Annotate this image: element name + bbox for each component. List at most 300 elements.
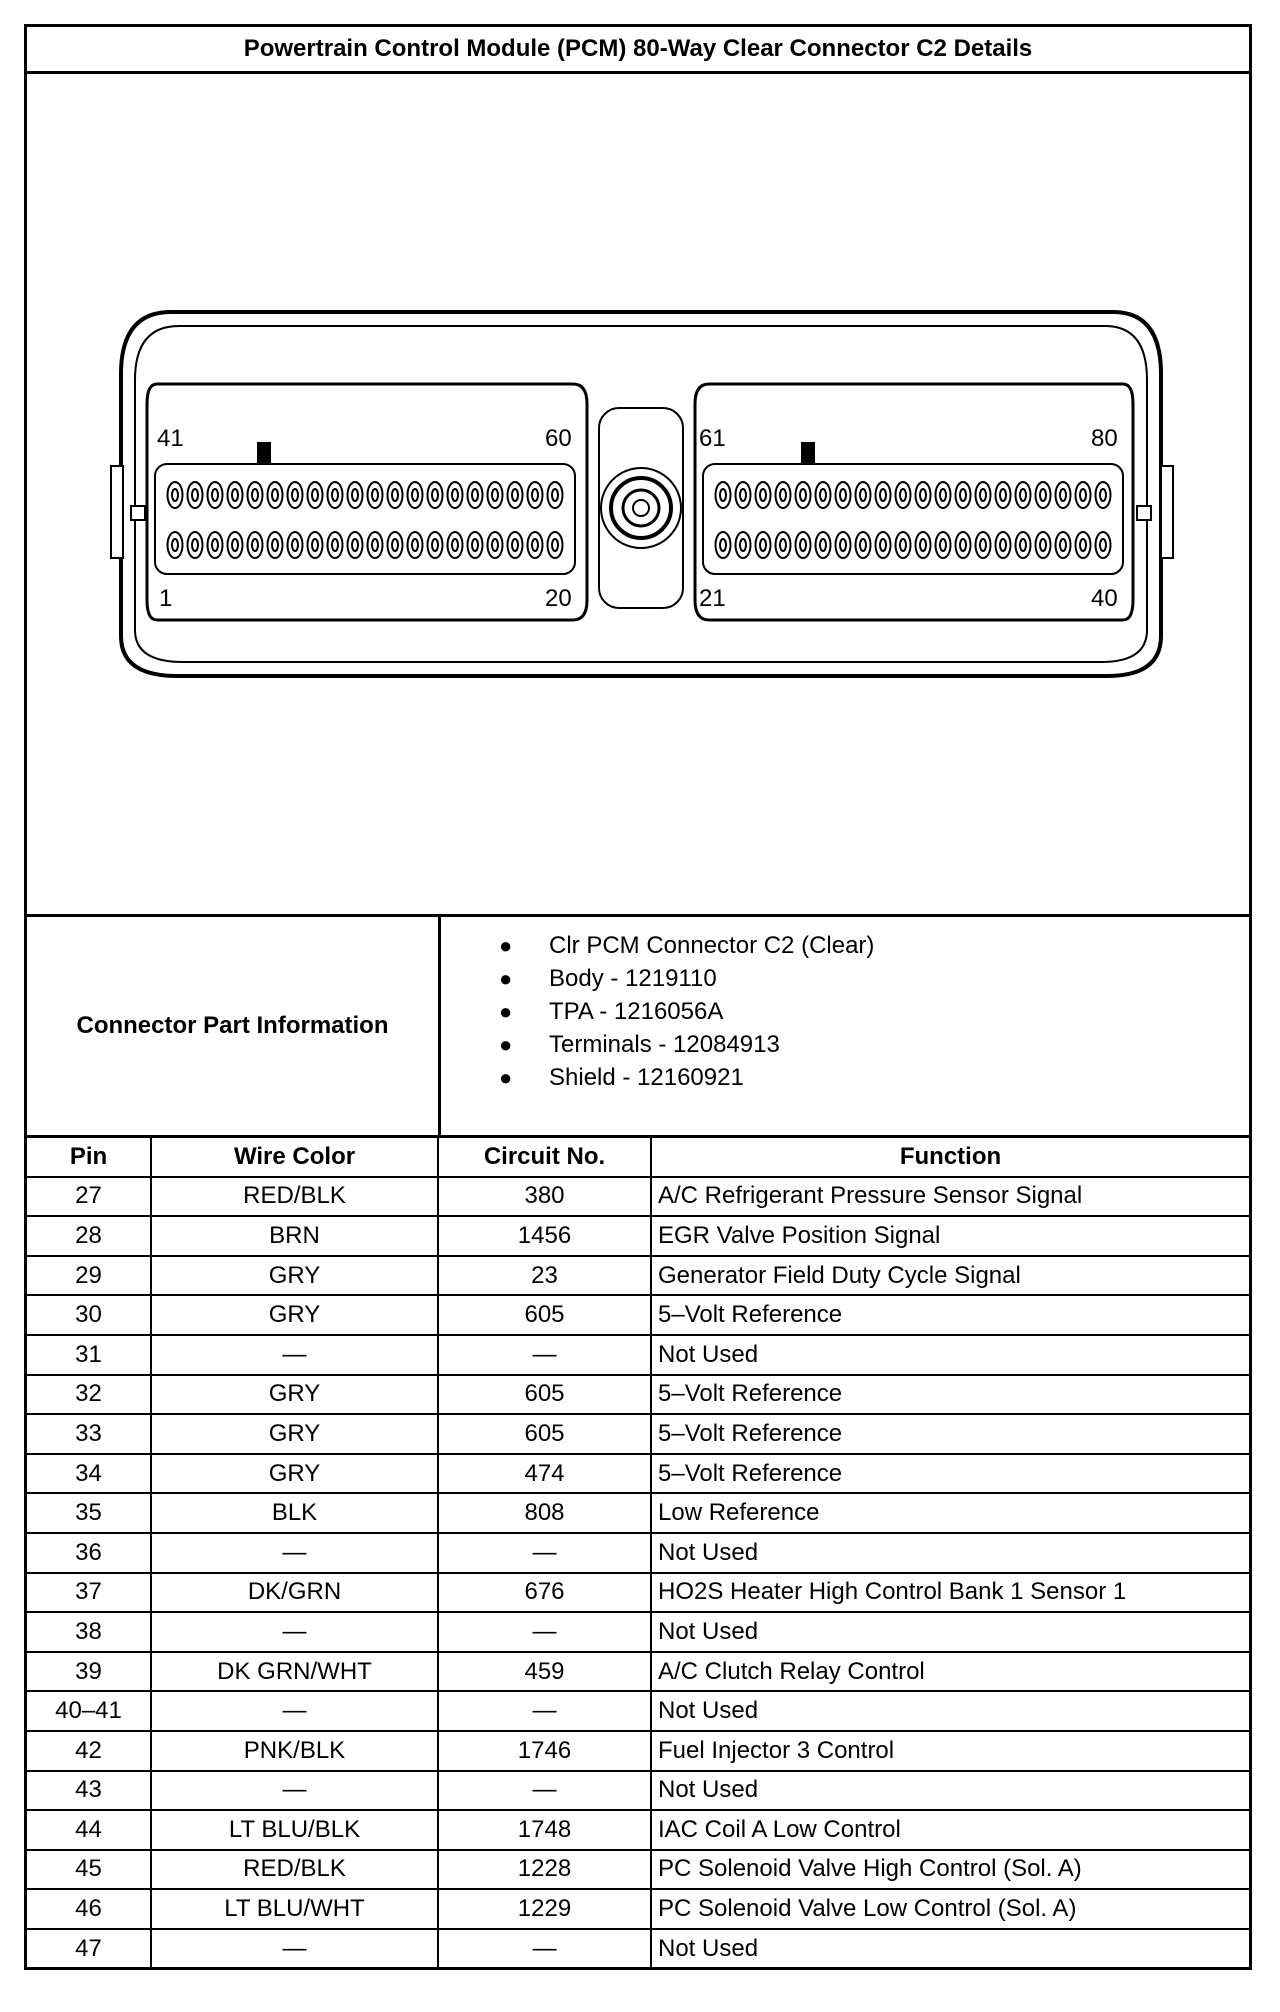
- pin-terminal: [1040, 489, 1046, 501]
- pin-label-60: 60: [545, 425, 572, 452]
- pin-terminal: [432, 489, 438, 501]
- right-key: [801, 442, 815, 464]
- pin-cavity: [876, 482, 891, 508]
- pin-cavity: [996, 482, 1011, 508]
- circuit-no-cell: 1748: [438, 1810, 651, 1850]
- function-cell: 5–Volt Reference: [651, 1375, 1249, 1415]
- table-row: [27, 1216, 1249, 1256]
- pin-terminal: [352, 489, 358, 501]
- pin-cell: 47: [27, 1929, 151, 1968]
- pin-cavity: [468, 482, 483, 508]
- pin-cavity: [488, 482, 503, 508]
- pin-cell: 33: [27, 1414, 151, 1454]
- pin-cavity: [1036, 482, 1051, 508]
- wire-color-cell: GRY: [151, 1375, 438, 1415]
- pin-cavity: [816, 532, 831, 558]
- header-pin: Pin: [27, 1138, 151, 1177]
- function-cell: Not Used: [651, 1533, 1249, 1573]
- pin-cavity: [756, 482, 771, 508]
- pin-cell: 37: [27, 1573, 151, 1613]
- pin-terminal: [312, 539, 318, 551]
- pin-terminal: [492, 539, 498, 551]
- pin-cavity: [856, 482, 871, 508]
- pin-terminal: [512, 539, 518, 551]
- pin-cell: 46: [27, 1889, 151, 1929]
- pin-cell: 28: [27, 1216, 151, 1256]
- pin-cavity: [368, 532, 383, 558]
- pin-cavity: [428, 532, 443, 558]
- pin-label-80: 80: [1091, 425, 1118, 452]
- pin-terminal: [192, 539, 198, 551]
- part-info-item: [499, 1028, 1249, 1061]
- pin-terminal: [332, 489, 338, 501]
- pin-cavity: [388, 482, 403, 508]
- wire-color-cell: RED/BLK: [151, 1177, 438, 1217]
- pin-terminal: [452, 539, 458, 551]
- table-row: [27, 1454, 1249, 1494]
- wire-color-cell: —: [151, 1335, 438, 1375]
- part-info-item: [499, 995, 1249, 1028]
- table-row: [27, 1731, 1249, 1771]
- pin-label-40: 40: [1091, 585, 1118, 612]
- pin-cavity: [168, 482, 183, 508]
- pin-terminal: [780, 539, 786, 551]
- table-row: [27, 1691, 1249, 1731]
- pin-terminal: [780, 489, 786, 501]
- wire-color-cell: BRN: [151, 1216, 438, 1256]
- pin-cavity: [976, 482, 991, 508]
- circuit-no-cell: 23: [438, 1256, 651, 1296]
- pin-terminal: [1060, 489, 1066, 501]
- pin-cavity: [836, 532, 851, 558]
- pin-cell: 29: [27, 1256, 151, 1296]
- pin-cavity: [408, 532, 423, 558]
- pin-cavity: [716, 482, 731, 508]
- right-cavity-outline: [695, 384, 1133, 620]
- pin-terminal: [552, 489, 558, 501]
- pin-terminal: [472, 489, 478, 501]
- pin-terminal: [392, 489, 398, 501]
- wire-color-cell: LT BLU/BLK: [151, 1810, 438, 1850]
- pin-terminal: [720, 539, 726, 551]
- pin-terminal: [840, 489, 846, 501]
- bullet-icon: ●: [499, 933, 513, 958]
- table-row: [27, 1612, 1249, 1652]
- pin-cell: 34: [27, 1454, 151, 1494]
- function-cell: Not Used: [651, 1929, 1249, 1968]
- pin-cavity: [1096, 482, 1111, 508]
- circuit-no-cell: —: [438, 1771, 651, 1811]
- function-cell: Generator Field Duty Cycle Signal: [651, 1256, 1249, 1296]
- pin-terminal: [920, 489, 926, 501]
- table-row: [27, 1771, 1249, 1811]
- function-cell: IAC Coil A Low Control: [651, 1810, 1249, 1850]
- pin-label-1: 1: [159, 585, 173, 612]
- pin-terminal: [512, 489, 518, 501]
- wire-color-cell: —: [151, 1612, 438, 1652]
- pin-terminal: [1000, 539, 1006, 551]
- pin-cavity: [816, 482, 831, 508]
- right-latch-slot: [1137, 506, 1151, 520]
- pin-terminal: [760, 489, 766, 501]
- pin-cavity: [188, 482, 203, 508]
- center-post-ring: [611, 478, 671, 538]
- center-post-core: [623, 490, 659, 526]
- pin-terminal: [252, 489, 258, 501]
- pin-cavity: [448, 532, 463, 558]
- pin-cavity: [836, 482, 851, 508]
- pin-cavity: [248, 532, 263, 558]
- pin-label-21: 21: [699, 585, 726, 612]
- table-row: [27, 1295, 1249, 1335]
- pin-terminal: [820, 489, 826, 501]
- pin-terminal: [552, 539, 558, 551]
- function-cell: Fuel Injector 3 Control: [651, 1731, 1249, 1771]
- wire-color-cell: RED/BLK: [151, 1850, 438, 1890]
- pin-cavity: [308, 482, 323, 508]
- wire-color-cell: GRY: [151, 1256, 438, 1296]
- pin-terminal: [860, 489, 866, 501]
- circuit-no-cell: —: [438, 1612, 651, 1652]
- part-info-item: [499, 1061, 1249, 1094]
- pin-cavity: [208, 482, 223, 508]
- table-row: [27, 1929, 1249, 1968]
- bullet-icon: ●: [499, 999, 513, 1024]
- pin-terminal: [192, 489, 198, 501]
- pin-table: [27, 1138, 1249, 1967]
- pin-cavity: [268, 482, 283, 508]
- pin-cavity: [776, 532, 791, 558]
- pin-cavity: [228, 482, 243, 508]
- pin-cell: 27: [27, 1177, 151, 1217]
- table-row: [27, 1335, 1249, 1375]
- pin-cell: 30: [27, 1295, 151, 1335]
- pin-terminal: [1100, 539, 1106, 551]
- pin-cavity: [876, 532, 891, 558]
- pin-terminal: [312, 489, 318, 501]
- pin-cavity: [368, 482, 383, 508]
- circuit-no-cell: 605: [438, 1414, 651, 1454]
- pin-cavity: [468, 532, 483, 558]
- pin-cell: 39: [27, 1652, 151, 1692]
- part-info-text: Body - 1219110: [549, 965, 717, 992]
- pin-terminal: [292, 539, 298, 551]
- pin-terminal: [760, 539, 766, 551]
- connector-details-sheet: [24, 24, 1252, 1970]
- pin-cavity: [1016, 482, 1031, 508]
- function-cell: Low Reference: [651, 1493, 1249, 1533]
- table-row: [27, 1573, 1249, 1613]
- pin-cavity: [188, 532, 203, 558]
- circuit-no-cell: 676: [438, 1573, 651, 1613]
- pin-cavity: [1056, 532, 1071, 558]
- part-info-label: Connector Part Information: [27, 917, 441, 1135]
- pin-cavity: [328, 482, 343, 508]
- pin-terminal: [1100, 489, 1106, 501]
- pin-cavity: [936, 532, 951, 558]
- pin-cavity: [1016, 532, 1031, 558]
- pin-cavity: [916, 532, 931, 558]
- pin-cavity: [716, 532, 731, 558]
- table-row: [27, 1652, 1249, 1692]
- page-title: Powertrain Control Module (PCM) 80-Way Clear Connector C2 Details: [27, 27, 1249, 74]
- pin-terminal: [332, 539, 338, 551]
- pin-cavity: [756, 532, 771, 558]
- part-info-item: [499, 962, 1249, 995]
- pin-terminal: [900, 539, 906, 551]
- left-latch: [111, 466, 123, 558]
- pin-terminal: [1040, 539, 1046, 551]
- pin-terminal: [980, 539, 986, 551]
- pin-cavity: [896, 482, 911, 508]
- circuit-no-cell: —: [438, 1929, 651, 1968]
- pin-terminal: [212, 539, 218, 551]
- wire-color-cell: BLK: [151, 1493, 438, 1533]
- pin-cavity: [388, 532, 403, 558]
- pin-cavity: [916, 482, 931, 508]
- bullet-icon: ●: [499, 966, 513, 991]
- pin-cavity: [736, 532, 751, 558]
- pin-cavity: [896, 532, 911, 558]
- function-cell: Not Used: [651, 1771, 1249, 1811]
- function-cell: A/C Clutch Relay Control: [651, 1652, 1249, 1692]
- pin-cavity: [348, 532, 363, 558]
- pin-cavities: [168, 482, 1111, 558]
- function-cell: Not Used: [651, 1335, 1249, 1375]
- connector-diagram: [27, 74, 1249, 917]
- circuit-no-cell: 605: [438, 1295, 651, 1335]
- pin-terminal: [1080, 489, 1086, 501]
- pin-cell: 31: [27, 1335, 151, 1375]
- pin-cavity: [1096, 532, 1111, 558]
- pin-terminal: [1060, 539, 1066, 551]
- table-row: [27, 1177, 1249, 1217]
- pin-terminal: [212, 489, 218, 501]
- pin-cell: 44: [27, 1810, 151, 1850]
- pin-cavity: [268, 532, 283, 558]
- pin-cavity: [776, 482, 791, 508]
- pin-terminal: [172, 489, 178, 501]
- pin-cavity: [308, 532, 323, 558]
- pin-terminal: [472, 539, 478, 551]
- pin-cell: 32: [27, 1375, 151, 1415]
- pin-cavity: [208, 532, 223, 558]
- pin-cavity: [1036, 532, 1051, 558]
- pin-terminal: [492, 489, 498, 501]
- wire-color-cell: GRY: [151, 1454, 438, 1494]
- pin-cavity: [288, 482, 303, 508]
- pin-cavity: [1076, 532, 1091, 558]
- pin-terminal: [372, 489, 378, 501]
- circuit-no-cell: 605: [438, 1375, 651, 1415]
- wire-color-cell: DK GRN/WHT: [151, 1652, 438, 1692]
- pin-cavity: [168, 532, 183, 558]
- pin-cavity: [508, 532, 523, 558]
- pin-cell: 43: [27, 1771, 151, 1811]
- pin-cavity: [1056, 482, 1071, 508]
- pin-terminal: [412, 539, 418, 551]
- pin-terminal: [292, 489, 298, 501]
- pin-cavity: [408, 482, 423, 508]
- pin-terminal: [1080, 539, 1086, 551]
- pin-cavity: [1076, 482, 1091, 508]
- circuit-no-cell: 808: [438, 1493, 651, 1533]
- pin-cavity: [856, 532, 871, 558]
- circuit-no-cell: 474: [438, 1454, 651, 1494]
- pin-cell: 40–41: [27, 1691, 151, 1731]
- circuit-no-cell: —: [438, 1691, 651, 1731]
- pin-cavity: [248, 482, 263, 508]
- pin-cavity: [548, 482, 563, 508]
- pin-cavity: [508, 482, 523, 508]
- connector-part-information: [27, 917, 1249, 1138]
- function-cell: A/C Refrigerant Pressure Sensor Signal: [651, 1177, 1249, 1217]
- function-cell: Not Used: [651, 1612, 1249, 1652]
- part-info-text: TPA - 1216056A: [549, 998, 724, 1025]
- pin-terminal: [252, 539, 258, 551]
- wire-color-cell: DK/GRN: [151, 1573, 438, 1613]
- pin-terminal: [800, 539, 806, 551]
- pin-cell: 42: [27, 1731, 151, 1771]
- pin-terminal: [372, 539, 378, 551]
- table-row: [27, 1414, 1249, 1454]
- wire-color-cell: GRY: [151, 1295, 438, 1335]
- pin-terminal: [412, 489, 418, 501]
- left-latch-slot: [131, 506, 145, 520]
- table-row: [27, 1375, 1249, 1415]
- pin-terminal: [840, 539, 846, 551]
- pin-terminal: [920, 539, 926, 551]
- pin-cavity: [956, 482, 971, 508]
- table-row: [27, 1493, 1249, 1533]
- pin-cavity: [328, 532, 343, 558]
- connector-face-drawing: [27, 74, 1249, 914]
- pin-cavity: [548, 532, 563, 558]
- pin-label-61: 61: [699, 425, 726, 452]
- pin-label-20: 20: [545, 585, 572, 612]
- pin-cavity: [996, 532, 1011, 558]
- pin-cell: 45: [27, 1850, 151, 1890]
- part-info-text: Terminals - 12084913: [549, 1031, 780, 1058]
- pin-terminal: [800, 489, 806, 501]
- pin-terminal: [172, 539, 178, 551]
- pin-cavity: [228, 532, 243, 558]
- pin-cavity: [488, 532, 503, 558]
- wire-color-cell: —: [151, 1691, 438, 1731]
- pin-terminal: [1020, 539, 1026, 551]
- pin-cavity: [528, 532, 543, 558]
- part-info-item: [499, 929, 1249, 962]
- pin-cavity: [796, 532, 811, 558]
- table-row: [27, 1533, 1249, 1573]
- function-cell: 5–Volt Reference: [651, 1454, 1249, 1494]
- pin-terminal: [820, 539, 826, 551]
- pin-terminal: [272, 539, 278, 551]
- pin-terminal: [232, 539, 238, 551]
- part-info-text: Clr PCM Connector C2 (Clear): [549, 932, 875, 959]
- header-circuit-no: Circuit No.: [438, 1138, 651, 1177]
- pin-terminal: [232, 489, 238, 501]
- wire-color-cell: —: [151, 1929, 438, 1968]
- wire-color-cell: PNK/BLK: [151, 1731, 438, 1771]
- part-info-list: [441, 917, 1249, 1135]
- pin-cell: 35: [27, 1493, 151, 1533]
- table-row: [27, 1810, 1249, 1850]
- pin-cavity: [428, 482, 443, 508]
- pin-terminal: [980, 489, 986, 501]
- pin-terminal: [720, 489, 726, 501]
- pin-cavity: [976, 532, 991, 558]
- pin-cavity: [956, 532, 971, 558]
- function-cell: 5–Volt Reference: [651, 1295, 1249, 1335]
- circuit-no-cell: 1229: [438, 1889, 651, 1929]
- table-row: [27, 1850, 1249, 1890]
- pin-cavity: [348, 482, 363, 508]
- bullet-icon: ●: [499, 1065, 513, 1090]
- pin-terminal: [532, 489, 538, 501]
- center-post-hole: [633, 500, 649, 516]
- bullet-icon: ●: [499, 1032, 513, 1057]
- function-cell: HO2S Heater High Control Bank 1 Sensor 1: [651, 1573, 1249, 1613]
- function-cell: 5–Volt Reference: [651, 1414, 1249, 1454]
- pin-terminal: [532, 539, 538, 551]
- left-key: [257, 442, 271, 464]
- function-cell: PC Solenoid Valve High Control (Sol. A): [651, 1850, 1249, 1890]
- table-row: [27, 1256, 1249, 1296]
- pin-terminal: [392, 539, 398, 551]
- pin-terminal: [432, 539, 438, 551]
- pin-terminal: [740, 489, 746, 501]
- pin-cell: 36: [27, 1533, 151, 1573]
- pin-terminal: [272, 489, 278, 501]
- function-cell: Not Used: [651, 1691, 1249, 1731]
- right-latch: [1161, 466, 1173, 558]
- pin-cavity: [736, 482, 751, 508]
- pin-terminal: [940, 489, 946, 501]
- pin-terminal: [900, 489, 906, 501]
- header-wire-color: Wire Color: [151, 1138, 438, 1177]
- pin-terminal: [740, 539, 746, 551]
- pin-label-41: 41: [157, 425, 184, 452]
- wire-color-cell: LT BLU/WHT: [151, 1889, 438, 1929]
- table-header-row: [27, 1138, 1249, 1177]
- pin-cavity: [796, 482, 811, 508]
- pin-terminal: [880, 489, 886, 501]
- wire-color-cell: —: [151, 1771, 438, 1811]
- function-cell: EGR Valve Position Signal: [651, 1216, 1249, 1256]
- pin-terminal: [352, 539, 358, 551]
- pin-cavity: [288, 532, 303, 558]
- pin-cavity: [448, 482, 463, 508]
- table-row: [27, 1889, 1249, 1929]
- circuit-no-cell: 380: [438, 1177, 651, 1217]
- circuit-no-cell: 1456: [438, 1216, 651, 1256]
- header-function: Function: [651, 1138, 1249, 1177]
- circuit-no-cell: —: [438, 1335, 651, 1375]
- circuit-no-cell: 459: [438, 1652, 651, 1692]
- pin-cell: 38: [27, 1612, 151, 1652]
- pin-cavity: [936, 482, 951, 508]
- circuit-no-cell: 1746: [438, 1731, 651, 1771]
- pin-terminal: [860, 539, 866, 551]
- pin-terminal: [940, 539, 946, 551]
- pin-terminal: [960, 489, 966, 501]
- pin-cavity: [528, 482, 543, 508]
- pin-terminal: [1020, 489, 1026, 501]
- wire-color-cell: GRY: [151, 1414, 438, 1454]
- pin-terminal: [880, 539, 886, 551]
- pin-terminal: [1000, 489, 1006, 501]
